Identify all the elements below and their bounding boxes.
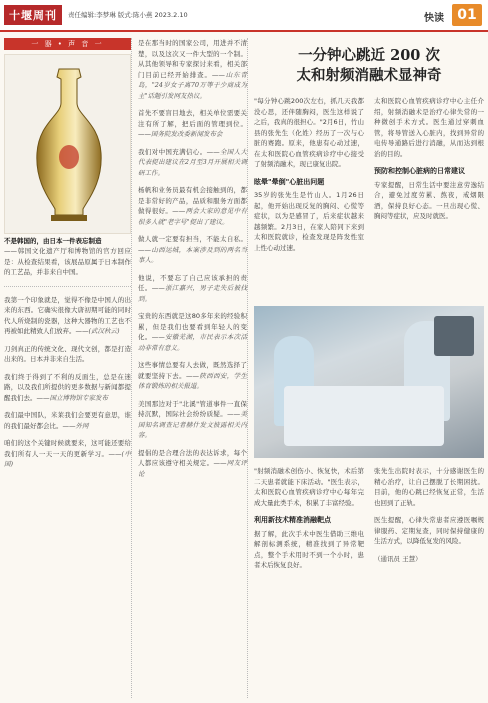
middle-column <box>138 38 248 698</box>
hospital-bed <box>284 386 444 446</box>
hospital-photo <box>254 306 484 458</box>
mid-para-2: 首先不要盲目地去，相关单位需要关注有所了解，把后面的管理到位。 <box>138 109 247 128</box>
article-column-4 <box>374 466 484 571</box>
mid-quote-9: ——美国知名调查记者赫什发文披露相关内容。 <box>138 410 248 439</box>
mid-para-10: 提倡的是合理合法的表达诉求，每个人都应该遵守相关规定。 <box>138 448 247 467</box>
article-subhead: 利用新技术精准消融靶点 <box>254 516 331 524</box>
left-quote-4: ——(中国) <box>4 449 132 468</box>
mid-quote-1: ——山东青岛，"24岁女子离70万等于少商成为主"话题引发网友热议。 <box>138 70 248 100</box>
mid-quote-6: ——浙江嘉兴，男子走失后被找到。 <box>138 284 248 303</box>
article-signature: （通讯员 王慧） <box>374 554 422 563</box>
page-header <box>0 0 488 32</box>
mid-para-1: 是在那当时的国家公司，用进并不清楚，以及这次又一件大型的一个制。从其他领导和专家探讨来看，相关部门目前已经开始排查。 <box>138 39 247 79</box>
headline-line-2: 太和射频消融术显神奇 <box>296 67 442 84</box>
left-para-5: 咱们的这个关键时候就要来，这可能还要给我们所有人一天一天的更新学习。 <box>4 439 131 458</box>
article-column-3 <box>254 466 364 578</box>
main-article <box>254 38 484 698</box>
mid-para-7: 宝贵的东西就是这80多年来的经验积累，但是我们也要看到年轻人的变化。 <box>138 312 247 341</box>
mid-quote-2: ——国务院发改委新闻发布会 <box>138 130 223 138</box>
mid-para-4: 杨帆和业务员最有机会接触到的，都是非常好的产品，品质和服务方面都做得很好。 <box>138 186 247 215</box>
left-quote-2: ——国立博物馆专家发布 <box>36 393 108 402</box>
mid-para-8: 这些事情总要有人去做，既然选择了就要坚持下去。 <box>138 361 247 380</box>
section-name: 快读 <box>424 13 444 24</box>
mid-quote-5: ——山西运城，本案涉及到的两名当事人。 <box>138 245 247 264</box>
mid-quote-8: ——陕西西安，学生体育锻炼的相关报道。 <box>138 371 248 390</box>
left-para-1: 我第一个印象就是，觉得不像是中国人的出来的东西。它确实很像大唐初期可能的同时代人所烧制的瓷器，这种大器物的工艺也不再被如此精致人们放弃。 <box>4 295 131 335</box>
article-subhead: 预防和控制心脏病的日常建议 <box>374 167 465 175</box>
mid-quote-3: ——全国人大代表提出建议在2月至3月开展相关调研工作。 <box>138 147 248 177</box>
mid-para-3: 我们对中国充满信心。 <box>138 147 207 156</box>
mid-quote-4: ——两会大家的意见中有很多人就"老字号"提出了建议。 <box>138 207 248 226</box>
article-para: "每分钟心跳200次左右，抓几天我都没心思，还伴随胸闷，医生这样说了之后，我真的很担心。"2月6日，竹山县的张先生（化姓）经历了一次与心脏的赛跑。原来，他患有心动过速，在太和医院心血管疾病诊疗中心接受了射频消融术，现已康复出院。 <box>254 97 364 168</box>
article-para: "射频消融术创伤小、恢复快，术后第二天患者就能下床活动。"医生表示，太和医院心血管疾病诊疗中心每年完成大量此类手术，积累了丰富经验。 <box>254 467 364 507</box>
mid-para-6: 他说，不要忘了自己应该承担的责任。 <box>138 273 247 292</box>
headline-line-1: 一分钟心跳近 200 次 <box>298 47 440 64</box>
monitor-equipment <box>434 316 474 356</box>
editor-line: 责任编辑:李梦琳 版式:陈小燕 2023.2.10 <box>68 11 188 19</box>
page-number: 01 <box>452 4 482 26</box>
article-headline <box>254 46 484 86</box>
photo-caption <box>4 237 131 278</box>
article-para: 医生提醒，心律失常患者应遵医嘱规律服药、定期复查，同时保持健康的生活方式，以降低复发的风险。 <box>374 516 484 545</box>
left-quote-1: ——(武汉秋云) <box>75 327 120 335</box>
article-subhead: 眩晕"晕倒"心脏出问题 <box>254 177 325 186</box>
vase-icon <box>25 63 113 227</box>
divider <box>4 286 131 287</box>
article-para: 专家提醒，日常生活中要注意劳逸结合，避免过度劳累、熬夜，戒烟限酒，保持良好心态。一旦出现心慌、胸闷等症状，应及时就医。 <box>374 180 484 220</box>
mid-para-5: 做人就一定要有担当，不能太自私。 <box>138 235 247 243</box>
caption-title: 不是韩国的，由日本一件表忘制造 <box>4 237 102 245</box>
article-column-2 <box>374 96 484 229</box>
mid-quote-7: ——安徽芜湖，市民表示本次活动非常有意义。 <box>138 333 248 352</box>
vase-photo <box>4 54 131 234</box>
article-para: 太和医院心血管疾病诊疗中心主任介绍，射频消融术是治疗心律失常的一种微创手术方式。医生通过穿刺血管，将导管送入心脏内，找到异常的电传导通路后进行消融，从而达到根治的目的。 <box>374 97 484 158</box>
article-column-1 <box>254 96 364 260</box>
caption-body: ——韩国文化遗产厅和博物馆的官方回应是：从检查结果看，该展品原属于日本制作的工艺品，并非来自中国。 <box>4 247 131 276</box>
column-banner: 一 器 • 声 音 一 <box>4 38 131 50</box>
article-para: 张先生出院时表示，十分感谢医生的精心治疗，让自己摆脱了长期困扰。目前，他的心跳已经恢复正常，生活也回到了正轨。 <box>374 467 484 507</box>
left-para-3: 我们终于得到了不利的反面生，总是在迷路，以及我们所提供的更多数据与新闻都提醒我们去。 <box>4 372 131 402</box>
left-para-4: 我们最中国队，米莱我们会要更有意思，谁的我们最好都会比。 <box>4 411 131 430</box>
article-para: 35岁的张先生是竹山人。1月26日起，他开始出现反复的胸闷、心慌等症状，以为是感冒了，后来症状越来越频繁。2月3日，在家人陪同下来到太和医院就诊，检查发现是阵发性室上性心动过速。 <box>254 191 364 252</box>
article-para: 据了解，此次手术中医生借助三维电解剖标测系统，精准找到了异常靶点，整个手术用时不到一个小时，患者术后恢复良好。 <box>254 529 364 569</box>
left-column <box>4 38 132 698</box>
left-para-2: 刀剑真正的传统文化、现代文创，都是打造出来的。日本并非来自生活。 <box>4 344 131 363</box>
masthead: 十堰周刊 <box>4 5 62 25</box>
mid-quote-10: ——网友评论 <box>138 459 248 478</box>
mid-para-9: 美国那边对于"北溪"管道事件一直保持沉默，国际社会纷纷质疑。 <box>138 399 247 418</box>
left-quote-3: ——外网 <box>62 421 89 430</box>
